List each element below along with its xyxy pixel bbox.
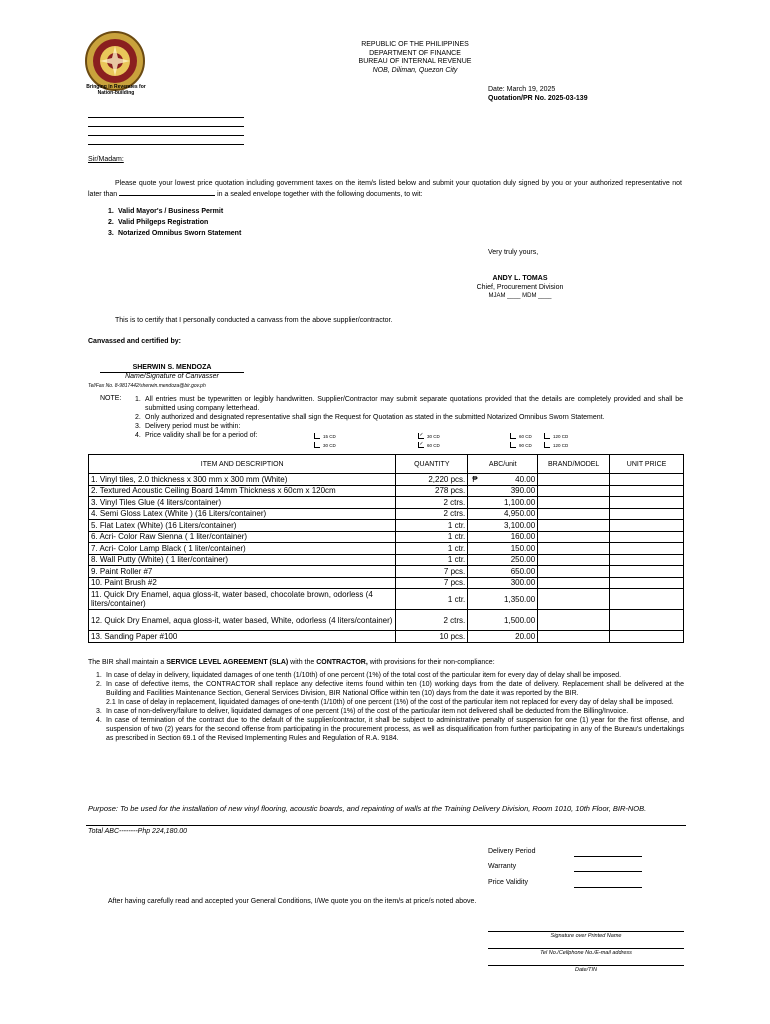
table-row: 4. Semi Gloss Latex (White ) (16 Liters/container) 2 ctrs. 4,950.00	[89, 508, 684, 520]
brand-input-cell[interactable]	[538, 485, 610, 497]
warranty-label: Warranty	[488, 863, 517, 870]
brand-input-cell[interactable]	[538, 631, 610, 643]
sla-intro: The BIR shall maintain a SERVICE LEVEL AGREEMENT (SLA) with the CONTRACTOR, with provisions for their non-compliance:	[88, 659, 495, 666]
header-item-description: ITEM AND DESCRIPTION	[89, 455, 396, 474]
checkbox-box[interactable]	[544, 442, 550, 448]
signatory-name: ANDY L. TOMAS	[492, 275, 548, 282]
checkbox-box-checked[interactable]: ✓	[419, 432, 424, 438]
contact-caption: Tel No./Cellphone No./E-mail address	[540, 950, 632, 956]
brand-input-cell[interactable]	[538, 531, 610, 543]
notes-list	[135, 395, 683, 440]
delivery-120cd-checkbox[interactable]: 120 CD	[544, 433, 568, 439]
price-input-cell[interactable]	[610, 508, 684, 520]
delivery-15cd-checkbox[interactable]: 15 CD	[314, 433, 336, 439]
checkbox-box[interactable]	[510, 433, 516, 439]
brand-input-cell[interactable]	[538, 497, 610, 509]
price-input-cell[interactable]	[610, 485, 684, 497]
price-input-cell[interactable]	[610, 631, 684, 643]
checkbox-box[interactable]	[544, 433, 550, 439]
checkbox-box[interactable]	[510, 442, 516, 448]
addressee-line-3[interactable]	[88, 135, 244, 136]
table-row: 10. Paint Brush #2 7 pcs. 300.00	[89, 577, 684, 589]
total-abc: Total ABC--------Php 224,180.00	[88, 828, 188, 835]
note-item: 1. All entries must be typewritten or legibly handwritten. Supplier/Contractor may submit separate quotations provided that the details are completely provided and shall be submitted using company letterhead.	[135, 396, 683, 412]
sla-item: 4. In case of termination of the contract due to the default of the supplier/contractor, it shall be subject to administrative penalty of suspension for one (1) year for the first offense, and suspension of two (2) years for the second offense from participating in the procurement process, as well as disqualification from further participating in any of the Bureau's undertakings as prescribed in Section 69.1 of the Revised Implementing Rules and Regulation of R.A. 9184.	[96, 717, 684, 742]
quotation-number: Quotation/PR No. 2025-03-139	[488, 95, 588, 102]
delivery-period-label: Delivery Period	[488, 848, 536, 855]
brand-input-cell[interactable]	[538, 610, 610, 631]
document-item: 2. Valid Philgeps Registration	[108, 219, 209, 226]
agency-header	[300, 41, 530, 75]
table-header-row	[89, 455, 684, 474]
validity-120cd-checkbox[interactable]: 120 CD	[544, 442, 568, 448]
brand-input-cell[interactable]	[538, 554, 610, 566]
signature-caption: Signature over Printed Name	[550, 933, 622, 939]
validity-60cd-checkbox[interactable]: ✓ 60 CD	[419, 441, 440, 448]
sla-item: 2. In case of defective items, the CONTRACTOR shall replace any defective items found within ten (10) working days from the date of delivery. Replacement shall be delivered at the Building and Facilities Maintenance Section, General Services Division, BIR National Office within ten (10) days from the date it was reported by the BIR.	[96, 681, 684, 697]
agency-line-republic: REPUBLIC OF THE PHILIPPINES	[361, 41, 469, 48]
header-quantity: QUANTITY	[396, 455, 468, 474]
delivery-period-field[interactable]	[574, 856, 642, 857]
validity-30cd-checkbox[interactable]: 30 CD	[314, 442, 336, 448]
brand-input-cell[interactable]	[538, 589, 610, 610]
table-row: 9. Paint Roller #7 7 pcs. 650.00	[89, 566, 684, 578]
agency-line-department: DEPARTMENT OF FINANCE	[369, 49, 461, 57]
table-row: 2. Textured Acoustic Ceiling Board 14mm Thickness x 60cm x 120cm 278 pcs. 390.00	[89, 485, 684, 497]
sla-item: 1. In case of delay in delivery, liquidated damages of one tenth (1/10th) of one percent (1%) of the total cost of the particular item for every day of delay shall be imposed.	[96, 672, 622, 679]
warranty-field[interactable]	[574, 871, 642, 872]
validity-90cd-checkbox[interactable]: 90 CD	[510, 442, 532, 448]
required-documents-list	[108, 206, 241, 239]
header-brand-model: BRAND/MODEL	[538, 455, 610, 474]
header-abc-unit: ABC/unit	[468, 455, 538, 474]
price-validity-field[interactable]	[574, 887, 642, 888]
contact-field[interactable]	[488, 948, 684, 949]
sla-section	[88, 658, 684, 743]
addressee-line-4[interactable]	[88, 144, 244, 145]
bir-seal-logo	[84, 30, 146, 92]
price-input-cell[interactable]	[610, 497, 684, 509]
brand-input-cell[interactable]	[538, 520, 610, 532]
peso-sign: ₱	[472, 474, 478, 484]
brand-input-cell[interactable]	[538, 566, 610, 578]
brand-input-cell[interactable]	[538, 543, 610, 555]
header-unit-price: UNIT PRICE	[610, 455, 684, 474]
agency-address: NOB, Diliman, Quezon City	[372, 66, 458, 74]
certification-text: This is to certify that I personally conducted a canvass from the above supplier/contractor.	[115, 317, 393, 324]
price-input-cell[interactable]	[610, 543, 684, 555]
document-item: 1. Valid Mayor's / Business Permit	[108, 208, 224, 215]
date-tin-field[interactable]	[488, 965, 684, 966]
note-item: 2. Only authorized and designated representative shall sign the Request for Quotation as stated in the submitted Notarized Omnibus Sworn Statement.	[135, 414, 605, 421]
table-row: 11. Quick Dry Enamel, aqua gloss-it, water based, chocolate brown, odorless (4 liters/container) 1 ctr. 1,350.00	[89, 589, 684, 610]
deadline-blank[interactable]	[119, 189, 215, 196]
price-input-cell[interactable]	[610, 589, 684, 610]
table-row: 13. Sanding Paper #100 10 pcs. 20.00	[89, 631, 684, 643]
intro-text-1: Please quote your lowest price quotation including government taxes on the item/s listed below and submit your quotation duly signed by you or your authorized representative not later than	[88, 180, 682, 198]
canvasser-block	[100, 364, 244, 381]
sla-item: 3. In case of non-delivery/failure to deliver, liquidated damages of one percent (1%) of the cost of the particular item not delivered shall be deducted from the Billing/Invoice.	[96, 708, 629, 715]
table-row: 5. Flat Latex (White) (16 Liters/container) 1 ctr. 3,100.00	[89, 520, 684, 532]
salutation: Sir/Madam:	[88, 156, 124, 163]
date-tin-caption: Date/TIN	[574, 967, 597, 973]
table-row: 12. Quick Dry Enamel, aqua gloss-it, water based, White, odorless (4 liters/container) 2 ctrs. 1,500.00	[89, 610, 684, 631]
addressee-line-2[interactable]	[88, 126, 244, 127]
closing: Very truly yours,	[488, 249, 539, 256]
divider	[86, 825, 686, 826]
canvassed-label: Canvassed and certified by:	[88, 338, 181, 345]
checkbox-box-checked[interactable]: ✓	[419, 441, 424, 447]
brand-input-cell[interactable]	[538, 508, 610, 520]
addressee-line-1[interactable]	[88, 117, 244, 118]
price-input-cell[interactable]	[610, 566, 684, 578]
price-input-cell[interactable]	[610, 531, 684, 543]
seal-tagline: Bringing in Revenues for Nation-building	[86, 84, 146, 96]
signature-field[interactable]	[488, 931, 684, 932]
table-row: 7. Acri- Color Lamp Black ( 1 liter/container) 1 ctr. 150.00	[89, 543, 684, 555]
canvasser-name: SHERWIN S. MENDOZA	[132, 364, 212, 371]
checkbox-box[interactable]	[314, 433, 320, 439]
date-block	[488, 85, 588, 103]
price-input-cell[interactable]	[610, 474, 684, 486]
sla-subitem: 2.1 In case of delay in replacement, liquidated damages of one-tenth (1/10th) of one percent (1%) of the cost of the particular item not replaced for every day of delay shall be imposed.	[106, 699, 674, 706]
price-input-cell[interactable]	[610, 610, 684, 631]
checkbox-box[interactable]	[314, 442, 320, 448]
acceptance-statement: After having carefully read and accepted your General Conditions, I/We quote you on the item/s at price/s noted above.	[108, 898, 477, 905]
price-input-cell[interactable]	[610, 577, 684, 589]
purpose-statement: Purpose: To be used for the installation of new vinyl flooring, acoustic boards, and repainting of walls at the Training Delivery Division, Room 1010, 10th Floor, BIR-NOB.	[88, 804, 647, 813]
items-table	[88, 454, 684, 643]
brand-input-cell[interactable]	[538, 474, 610, 486]
canvasser-contact: Tel/Fax No. 8-9817442/sherwin.mendoza@bir.gov.ph	[88, 383, 206, 389]
signatory-block	[440, 274, 600, 301]
agency-line-bureau: BUREAU OF INTERNAL REVENUE	[358, 58, 472, 65]
delivery-60cd-checkbox[interactable]: 60 CD	[510, 433, 532, 439]
price-input-cell[interactable]	[610, 554, 684, 566]
document-date: Date: March 19, 2025	[488, 86, 556, 93]
delivery-30cd-checkbox[interactable]: ✓ 30 CD	[419, 432, 440, 439]
table-row: 3. Vinyl Tiles Glue (4 liters/container) 2 ctrs. 1,100.00	[89, 497, 684, 509]
price-validity-label: Price Validity	[488, 879, 528, 886]
note-item: 4. Price validity shall be for a period of:	[135, 432, 258, 439]
table-row: 1. Vinyl tiles, 2.0 thickness x 300 mm x 300 mm (White) 2,220 pcs. ₱ 40.00	[89, 474, 684, 486]
table-row: 8. Wall Putty (White) ( 1 liter/container) 1 ctr. 250.00	[89, 554, 684, 566]
intro-text-2: in a sealed envelope together with the following documents, to wit:	[217, 191, 423, 198]
brand-input-cell[interactable]	[538, 577, 610, 589]
signatory-title: Chief, Procurement Division	[476, 284, 564, 291]
signatory-initials: MJAM ____ MDM ____	[488, 293, 552, 299]
note-label: NOTE:	[100, 395, 122, 402]
intro-paragraph	[88, 179, 682, 200]
table-row: 6. Acri- Color Raw Sienna ( 1 liter/container) 1 ctr. 160.00	[89, 531, 684, 543]
price-input-cell[interactable]	[610, 520, 684, 532]
document-item: 3. Notarized Omnibus Sworn Statement	[108, 230, 242, 237]
canvasser-role: Name/Signature of Canvasser	[100, 372, 244, 381]
note-item: 3. Delivery period must be within:	[135, 423, 241, 430]
